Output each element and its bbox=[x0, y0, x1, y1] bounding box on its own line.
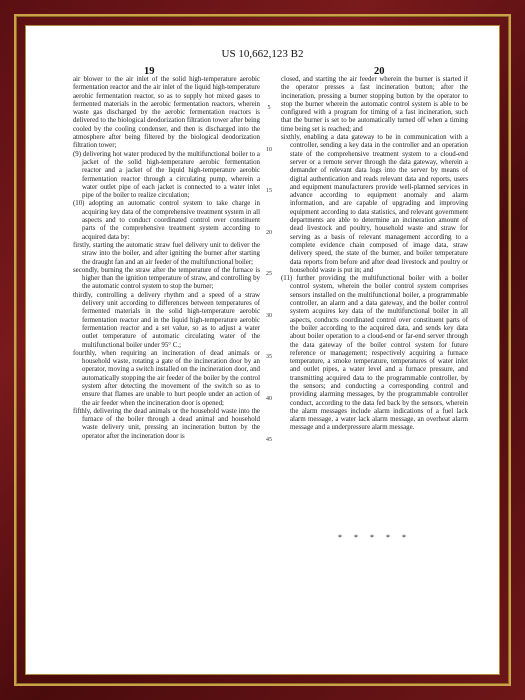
paragraph: sixthly, enabling a data gateway to be in communication with a controller, sending a key data in the controller and an operation state of the comprehensive treatment system to a cloud-end server or a remote server through the data gateway, wherein a demander of relevant data logs into the server by means of digital authentication and reads relevant data and reports, users and equipment manufacturers provide well-planned services in advance according to equipment anomaly and alarm information, and are capable of upgrading and improving equipment according to data statistics, and relevant government departments are able to determine an incineration amount of dead livestock and poultry, household waste and straw for serving as a basis of relevant management according to a complete evidence chain composed of image data, straw delivery speed, the state of the burner, and boiler temperature data reports from before and after dead livestock and poultry or household waste is put in; and bbox=[281, 134, 468, 274]
line-number: 30 bbox=[266, 312, 272, 319]
paragraph: fifthly, delivering the dead animals or the household waste into the furnace of the boiler through a dead animal and household waste delivery unit, pressing an incineration button by the operator after the incineration door is bbox=[73, 407, 260, 440]
right-page-number: 20 bbox=[374, 66, 385, 77]
paragraph: thirdly, controlling a delivery rhythm and a speed of a straw delivery unit according to differences between temperatures of fermented materials in the solid high-temperature aerobic fermentation reactor and in the liquid high-temperature aerobic fermentation reactor and a set value, so as to adjust a water outlet temperature of automatic circulating water of the multifunctional boiler under 95° C.; bbox=[73, 291, 260, 349]
paragraph: (11) further providing the multifunctional boiler with a boiler control system, wherein the boiler control system comprises sensors installed on the multifunctional boiler, a programmable controller, an alarm and a data gateway, and the boiler control system acquires key data of the multifunctional boiler in all aspects, conducts coordinated control over constituent parts of the boiler according to the acquired data, and sends key data about boiler operation to a cloud-end or far-end server through the data gateway of the boiler control system for future reference or management; respectively acquiring a furnace temperature, a smoke temperature, temperatures of water inlet and outlet pipes, a water level and a furnace pressure, and transmitting acquired data to the programmable controller, by the sensors; and conducting a corresponding control and providing alarming messages, by the programmable controller conduct, according to the data fed back by the sensors, wherein the alarm messages include alarm indications of a fuel lack alarm message, a water lack alarm message, an overheat alarm message and a underpressure alarm message. bbox=[281, 275, 468, 432]
line-number: 15 bbox=[266, 188, 272, 195]
left-column bbox=[73, 76, 260, 546]
paragraph: secondly, burning the straw after the temperature of the furnace is higher than the ignition temperature of straw, and controlling by the automatic control system to stop the burner; bbox=[73, 266, 260, 291]
paragraph: firstly, starting the automatic straw fuel delivery unit to deliver the straw into the boiler, and after igniting the burner after starting the draught fan and an air feeder of the multifunctional boiler; bbox=[73, 241, 260, 266]
end-mark: * * * * * bbox=[338, 533, 411, 542]
line-number: 40 bbox=[266, 395, 272, 402]
left-page-number: 19 bbox=[144, 66, 155, 77]
paragraph: closed, and starting the air feeder wherein the burner is started if the operator presses a fast incineration button; after the incineration, pressing a burner stopping button by the operator to stop the burner wherein the automatic control system is able to be configured with a program for timing of a fast incineration, such that the burner is set to be automatically turned off when a timing time being set is reached; and bbox=[281, 76, 468, 133]
line-number: 35 bbox=[266, 354, 272, 361]
patent-number: US 10,662,123 B2 bbox=[221, 48, 304, 60]
line-number: 5 bbox=[267, 105, 271, 112]
line-number: 25 bbox=[266, 271, 272, 278]
paragraph: (10) adopting an automatic control system to take charge in acquiring key data of the comprehensive treatment system in all aspects and to conduct coordinated control over constituent parts of the comprehensive treatment system according to acquired data by: bbox=[73, 200, 260, 241]
line-number: 10 bbox=[266, 146, 272, 153]
right-column bbox=[281, 76, 468, 546]
paragraph: fourthly, when requiring an incineration of dead animals or household waste, rotating a gate of the incineration door by an operator, moving a switch installed on the incineration door, and automatically stopping the air feeder of the boiler by the control system after detecting the movement of the switch so as to ensure that flames are unable to hurt people under an action of the air feeder when the incineration door is opened; bbox=[73, 349, 260, 407]
patent-page bbox=[26, 26, 499, 674]
paragraph: (9) delivering hot water produced by the multifunctional boiler to a jacket of the solid high-temperature aerobic fermentation reactor and a jacket of the liquid high-temperature aerobic fermentation reactor through a circulating pump, wherein a water outlet pipe of each jacket is connected to a water inlet pipe of the boiler to realize circulation; bbox=[73, 150, 260, 200]
line-number: 20 bbox=[266, 229, 272, 236]
line-number: 45 bbox=[266, 437, 272, 444]
paragraph: air blower to the air inlet of the solid high-temperature aerobic fermentation reactor and the air inlet of the liquid high-temperature aerobic fermentation reactor, so as to supply hot mixed gases to fermented materials in the aerobic fermentation reactors, wherein waste gas discharged by the aerobic fermentation reactors is delivered to the biological deodorization filtration tower after being cooled by the cooling condenser, and then is discharged into the atmosphere after being filtered by the biological deodorization filtration tower; bbox=[73, 76, 260, 150]
